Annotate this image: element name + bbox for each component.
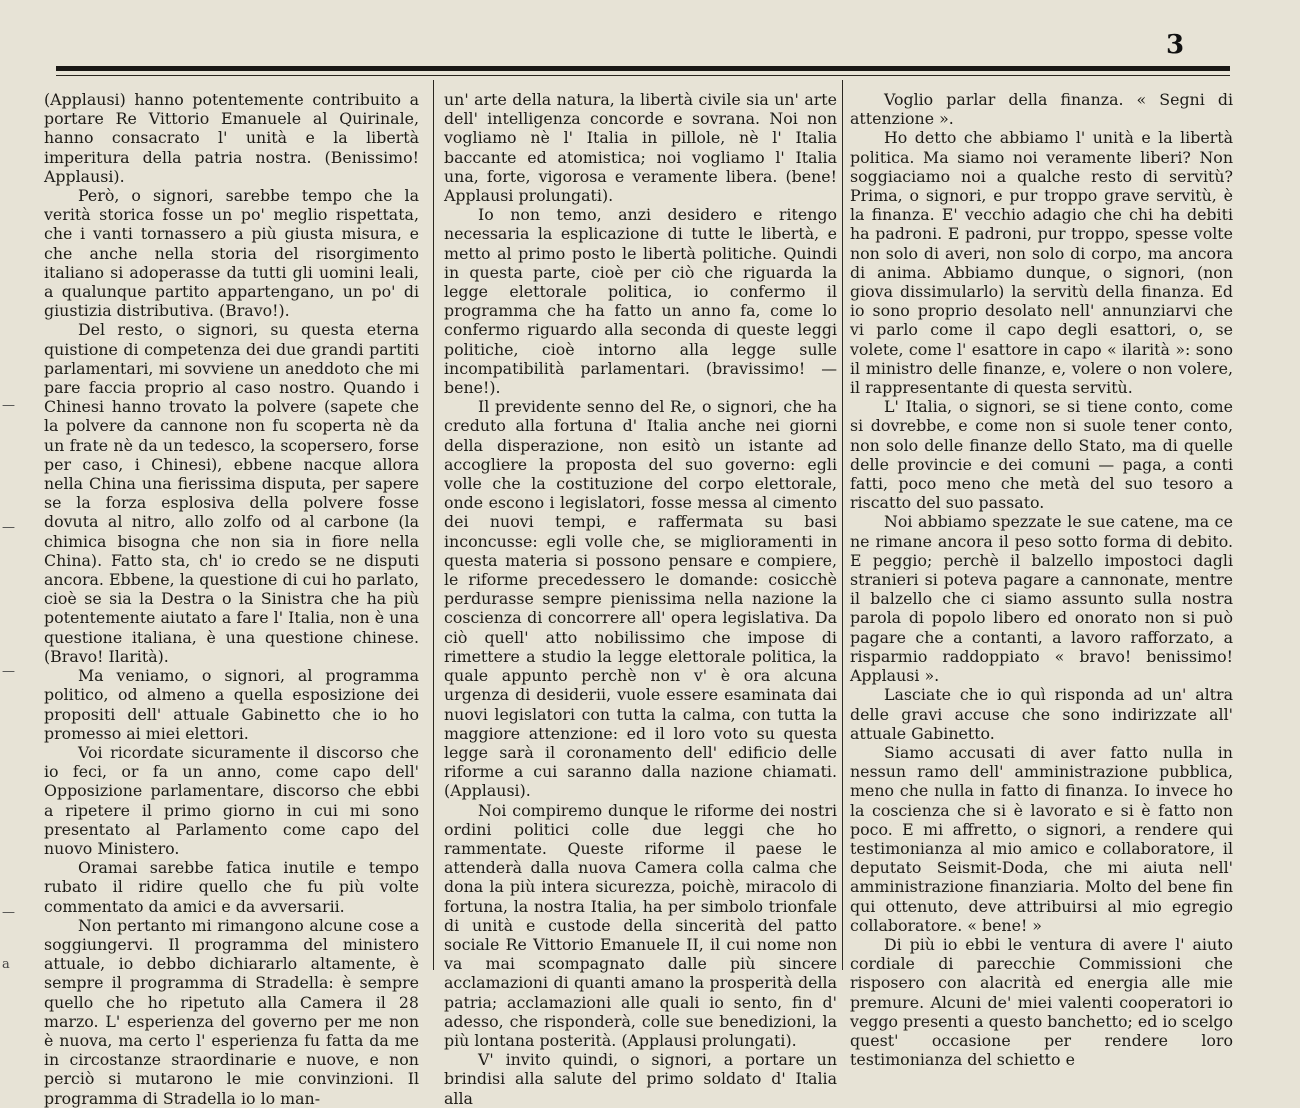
column-divider-2 [842,80,843,970]
paragraph: Oramai sarebbe fatica inutile e tempo rubato il ridire quello che fu più volte commentato da amici e da avversarii. [44,858,419,916]
page-number: 3 [1166,30,1185,60]
header-rule-thick [56,66,1230,71]
paragraph: Voi ricordate sicuramente il discorso che io feci, or fa un anno, come capo dell' Opposizione parlamentare, discorso che ebbi a ripetere il primo giorno in cui mi sono presentato al Parlamento come capo del nuovo Ministero. [44,742,419,858]
paragraph: Noi compiremo dunque le riforme dei nostri ordini politici colle due leggi che ho rammentate. Queste riforme il paese le attenderà dalla nuova Camera colla calma che dona la più intera sicurezza, poichè, miracolo di fortuna, la nostra Italia, ha per simbolo trionfale di unità e custode della sincerità del patto sociale Re Vittorio Emanuele II, il cui nome non va mai scompagnato dalle più sincere acclamazioni di quanti amano la prosperità della patria; acclamazioni alle quali io sento, fin d' adesso, che risponderà, colle sue benedizioni, la più lontana posterità. (Applausi prolungati). [444,800,837,1050]
text-column-1 [44,90,419,1108]
paragraph: Però, o signori, sarebbe tempo che la verità storica fosse un po' meglio rispettata, che i vanti tornassero a più giusta misura, e che anche nella storia del risorgimento italiano si adoperasse da tutti gli uomini leali, a qualunque partito appartengano, un po' di giustizia distributiva. (Bravo!). [44,186,419,321]
column-divider-1 [433,80,434,970]
paragraph: Voglio parlar della finanza. « Segni di attenzione ». [850,90,1233,129]
paragraph: V' invito quindi, o signori, a portare un brindisi alla salute del primo soldato d' Italia alla [444,1050,837,1108]
paragraph: Del resto, o signori, su questa eterna quistione di competenza dei due grandi partiti parlamentari, mi sovviene un aneddoto che mi pare faccia proprio al caso nostro. Quando i Chinesi hanno trovato la polvere (sapete che la polvere da cannone non fu scoperta nè da un frate nè da un tedesco, la scopersero, forse per caso, i Chinesi), ebbene nacque allora nella China una fierissima disputa, per sapere se la forza esplosiva della polvere fosse dovuta al nitro, allo zolfo od al carbone (la chimica bisogna che non sia in fiore nella China). Fatto sta, ch' io credo se ne disputi ancora. Ebbene, la questione di cui ho parlato, cioè se sia la Destra o la Sinistra che ha più potentemente aiutato a fare l' Italia, non è una questione italiana, è una questione chinese. (Bravo! Ilarità). [44,320,419,666]
paragraph: Io non temo, anzi desidero e ritengo necessaria la esplicazione di tutte le libertà, e metto al primo posto le libertà politiche. Quindi in questa parte, cioè per ciò che riguarda la legge elettorale politica, io confermo il programma che ha fatto un anno fa, come lo confermo riguardo alla seconda di queste leggi politiche, cioè intorno alla legge sulle incompatibilità parlamentari. (bravissimo! — bene!). [444,205,837,398]
paragraph: Siamo accusati di aver fatto nulla in nessun ramo dell' amministrazione pubblica, meno che nulla in fatto di finanza. Io invece ho la coscienza che si è lavorato e si è fatto non poco. E mi affretto, o signori, a rendere qui testimonianza al mio amico e collaboratore, il deputato Seismit-Doda, che mi aiuta nell' amministrazione finanziaria. Molto del bene fin qui ottenuto, deve attribuirsi al mio egregio collaboratore. « bene! » [850,742,1233,935]
paragraph: L' Italia, o signori, se si tiene conto, come si dovrebbe, e come non si suole tener conto, non solo delle finanze dello Stato, ma di quelle delle provincie e dei comuni — paga, a conti fatti, poco meno che metà del suo tesoro a riscatto del suo passato. [850,397,1233,513]
paragraph: Ho detto che abbiamo l' unità e la libertà politica. Ma siamo noi veramente liberi? Non soggiaciamo noi a qualche resto di servitù? Prima, o signori, e pur troppo grave servitù, è la finanza. E' vecchio adagio che chi ha debiti ha padroni. E padroni, pur troppo, spesse volte non solo di averi, non solo di corpo, ma ancora di anima. Abbiamo dunque, o signori, (non giova dissimularlo) la servitù della finanza. Ed io sono proprio desolato nell' annunziarvi che vi parlo come il capo degli esattori, o, se volete, come l' esattore in capo « ilarità »: sono il ministro delle finanze, e, volere o non volere, il rappresentante di questa servitù. [850,128,1233,398]
paragraph: Il previdente senno del Re, o signori, che ha creduto alla fortuna d' Italia anche nei giorni della disperazione, non esitò un istante ad accogliere la proposta del suo governo: egli volle che la costituzione del corpo elettorale, onde escono i legislatori, fosse messa al cimento dei nuovi tempi, e raffermata su basi inconcusse: egli volle che, se miglioramenti in questa materia si possono pensare e compiere, le riforme precedessero le domande: cosicchè perdurasse sempre pienissima nella nazione la coscienza di concorrere all' opera legislativa. Da ciò quell' atto nobilissimo che impose di rimettere a studio la legge elettorale politica, la quale appunto perchè non v' è ora alcuna urgenza di desiderii, vuole essere esaminata dai nuovi legislatori con tutta la calma, con tutta la maggiore attenzione: ed il loro voto su questa legge sarà il coronamento dell' edificio delle riforme a cui saranno dalla nazione chiamati. (Applausi). [444,397,837,801]
header-rule-thin [56,75,1230,76]
paragraph: un' arte della natura, la libertà civile sia un' arte dell' intelligenza concorde e sovrana. Noi non vogliamo nè l' Italia in pillole, nè l' Italia baccante ed atomistica; noi vogliamo l' Italia una, forte, vigorosa e veramente libera. (bene! Applausi prolungati). [444,90,837,206]
paragraph: Lasciate che io quì risponda ad un' altra delle gravi accuse che sono indirizzate all' attuale Gabinetto. [850,685,1233,743]
left-margin-marks: — — — — a [2,398,15,972]
paragraph: Noi abbiamo spezzate le sue catene, ma ce ne rimane ancora il peso sotto forma di debito. E peggio; perchè il balzello impostoci dagli stranieri si poteva pagare a cannonate, mentre il balzello che ci siamo assunto sulla nostra parola di popolo libero ed onorato non si può pagare che a contanti, a lavoro rafforzato, a risparmio raddoppiato « bravo! benissimo! Applausi ». [850,512,1233,686]
paragraph: Di più io ebbi le ventura di avere l' aiuto cordiale di parecchie Commissioni che risposero con alacrità ed energia alle mie premure. Alcuni de' miei valenti cooperatori io veggo presenti a questo banchetto; ed io scelgo quest' occasione per rendere loro testimonianza del schietto e [850,934,1233,1070]
text-column-2 [444,90,837,1108]
paragraph: Non pertanto mi rimangono alcune cose a soggiungervi. Il programma del ministero attuale, io debbo dichiararlo altamente, è sempre il programma di Stradella: è sempre quello che ho ripetuto alla Camera il 28 marzo. L' esperienza del governo per me non è nuova, ma certo l' esperienza fu fatta da me in circostanze straordinarie e nuove, e non perciò si mutarono le mie convinzioni. Il programma di Stradella io lo man- [44,915,419,1108]
paragraph: Ma veniamo, o signori, al programma politico, od almeno a quella esposizione dei propositi dell' attuale Gabinetto che io ho promesso ai miei elettori. [44,666,419,743]
paragraph: (Applausi) hanno potentemente contribuito a portare Re Vittorio Emanuele al Quirinale, hanno consacrato l' unità e la libertà imperitura della patria nostra. (Benissimo! Applausi). [44,90,419,186]
text-column-3 [850,90,1233,1070]
